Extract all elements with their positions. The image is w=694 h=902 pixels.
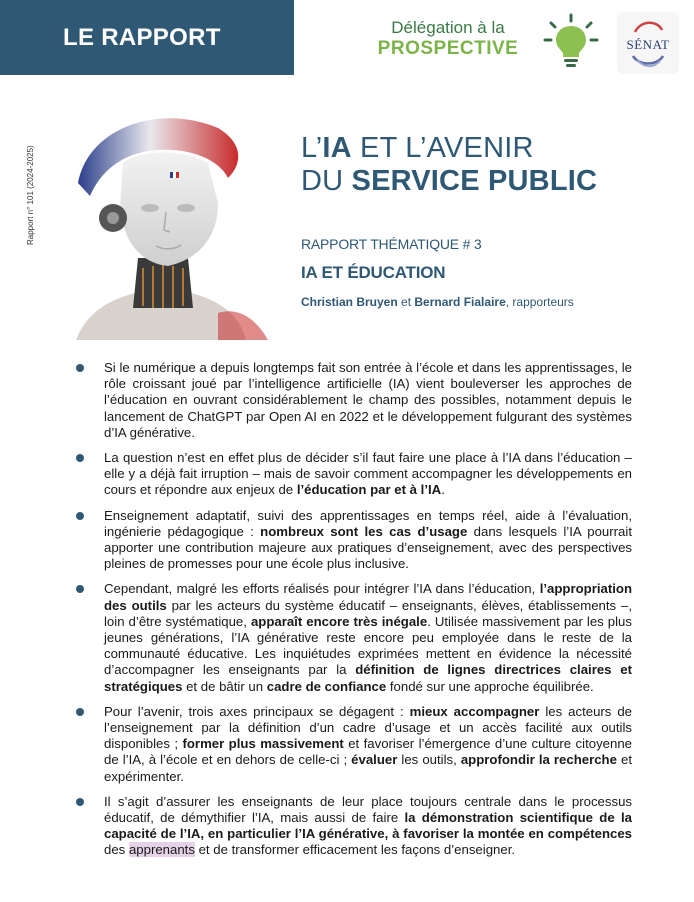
text-segment: dans lesquels l’IA pourrait apporter une contribution majeure aux pratiques d’enseignement, avec des perspectives pleines de promesses pour une école plus inclusive. bbox=[104, 523, 632, 572]
author-connector: et bbox=[397, 295, 415, 309]
banner-text: LE RAPPORT bbox=[63, 23, 221, 51]
theme-label: RAPPORT THÉMATIQUE # 3 bbox=[301, 236, 482, 252]
author-1: Christian Bruyen bbox=[301, 295, 398, 309]
report-banner bbox=[0, 0, 294, 75]
senat-logo bbox=[617, 12, 679, 74]
bullet-paragraph bbox=[76, 450, 632, 499]
author-2: Bernard Fialaire bbox=[414, 295, 506, 309]
title-line2-bold: SERVICE PUBLIC bbox=[351, 165, 598, 197]
text-segment: fondé sur une approche équilibrée. bbox=[386, 678, 594, 694]
text-segment: les outils, bbox=[397, 752, 461, 768]
text-segment: Si le numérique a depuis longtemps fait son entrée à l’école et dans les apprentissages, le rôle croissant joué par l’intelligence artificielle (IA) vient bouleverser les approches de l’éducation en ouvrant considérablement le champ des possibles, notamment depuis le lancement de ChatGPT par Open AI en 2022 et le développement fulgurant des systèmes d’IA générative. bbox=[104, 360, 632, 440]
text-segment: par les acteurs du système éducatif – enseignants, élèves, établissements –, loin d’être systématique, bbox=[104, 597, 632, 629]
text-segment: . bbox=[441, 482, 445, 498]
text-segment: Pour l’avenir, trois axes principaux se dégagent : bbox=[104, 703, 410, 719]
title-line-1 bbox=[301, 132, 597, 165]
authors-suffix: , rapporteurs bbox=[505, 295, 574, 309]
bullet-dot-icon bbox=[76, 585, 84, 593]
bold-text-segment: approfondir la recherche bbox=[460, 752, 617, 768]
text-segment: et expérimenter. bbox=[104, 752, 632, 784]
bold-text-segment: l’appropriation des outils bbox=[104, 581, 632, 613]
bold-text-segment: cadre de confiance bbox=[266, 678, 387, 694]
delegation-line2: PROSPECTIVE bbox=[377, 38, 519, 59]
senat-logo-text: SÉNAT bbox=[626, 37, 670, 52]
text-segment: et de bâtir un bbox=[182, 678, 267, 694]
lightbulb-icon bbox=[541, 12, 601, 72]
highlighted-text: apprenants bbox=[128, 842, 195, 858]
bold-text-segment: former plus massivement bbox=[182, 736, 344, 752]
text-segment: et favoriser l’émergence d’une culture citoyenne de l’IA, à l’école et en dehors de celle-ci ; bbox=[104, 736, 632, 768]
bold-text-segment: mieux accompagner bbox=[409, 703, 540, 719]
bullet-paragraph bbox=[76, 581, 632, 694]
bullet-dot-icon bbox=[76, 708, 84, 716]
bullet-paragraph bbox=[76, 704, 632, 785]
bullet-dot-icon bbox=[76, 454, 84, 462]
bullet-dot-icon bbox=[76, 512, 84, 520]
title-line-2 bbox=[301, 165, 597, 198]
bold-text-segment: nombreux sont les cas d’usage bbox=[260, 523, 468, 539]
text-segment: Il s’agit d’assurer les enseignants de leur place toujours centrale dans le processus éducatif, de démythifier l’IA, mais aussi de faire bbox=[104, 793, 632, 826]
title-line1-prefix: L’ bbox=[301, 132, 323, 164]
bold-text-segment: apparaît encore très inégale bbox=[250, 613, 428, 629]
bullet-paragraph bbox=[76, 360, 632, 441]
authors-line bbox=[301, 295, 574, 309]
bold-text-segment: l’éducation par et à l’IA bbox=[296, 482, 442, 498]
report-subject: IA ET ÉDUCATION bbox=[301, 263, 446, 282]
marianne-robot-illustration bbox=[68, 108, 283, 340]
title-line2-prefix: DU bbox=[301, 165, 352, 197]
bullet-dot-icon bbox=[76, 364, 84, 372]
bold-text-segment: définition de lignes directrices claires et stratégiques bbox=[104, 662, 632, 694]
text-segment: Cependant, malgré les efforts réalisés pour intégrer l’IA dans l’éducation, bbox=[104, 581, 540, 597]
text-segment: et de transformer efficacement les façons d’enseigner. bbox=[194, 842, 516, 858]
title-line1-suffix: ET L’AVENIR bbox=[351, 132, 534, 164]
text-segment: des bbox=[104, 842, 129, 858]
bold-text-segment: évaluer bbox=[351, 752, 398, 768]
report-number-label: Rapport n° 101 (2024-2025) bbox=[26, 145, 35, 245]
text-segment: les acteurs de l’enseignement par la définition d’un cadre d’usage et un accès facilité aux outils disponibles ; bbox=[104, 703, 633, 752]
title-line1-bold: IA bbox=[322, 132, 352, 164]
bold-text-segment: la démonstration scientifique de la capacité de l’IA, en particulier l’IA générative, à favoriser la montée en compétences bbox=[104, 810, 632, 842]
bullet-paragraph bbox=[76, 508, 632, 573]
delegation-line1: Délégation à la bbox=[391, 18, 505, 37]
text-segment: Enseignement adaptatif, suivi des apprentissages en temps réel, aide à l’évaluation, ingénierie pédagogique : bbox=[104, 507, 632, 539]
delegation-logo bbox=[373, 18, 523, 60]
text-segment: La question n’est en effet plus de décider s’il faut faire une place à l’IA dans l’éducation – elle y a déjà fait irruption – mais de savoir comment accompagner les développements en cours et répondre aux enjeux de bbox=[104, 450, 632, 498]
bullet-dot-icon bbox=[76, 798, 84, 806]
text-segment: . Utilisée massivement par les plus jeunes générations, l’IA générative reste encore peu employée dans le reste de la communauté éducative. Les inquiétudes exprimées mettent en évidence la nécessité d’accompagner les enseignants par la bbox=[104, 613, 632, 678]
summary-bullet-list bbox=[76, 360, 632, 868]
bullet-paragraph bbox=[76, 794, 632, 859]
report-title bbox=[301, 132, 597, 198]
